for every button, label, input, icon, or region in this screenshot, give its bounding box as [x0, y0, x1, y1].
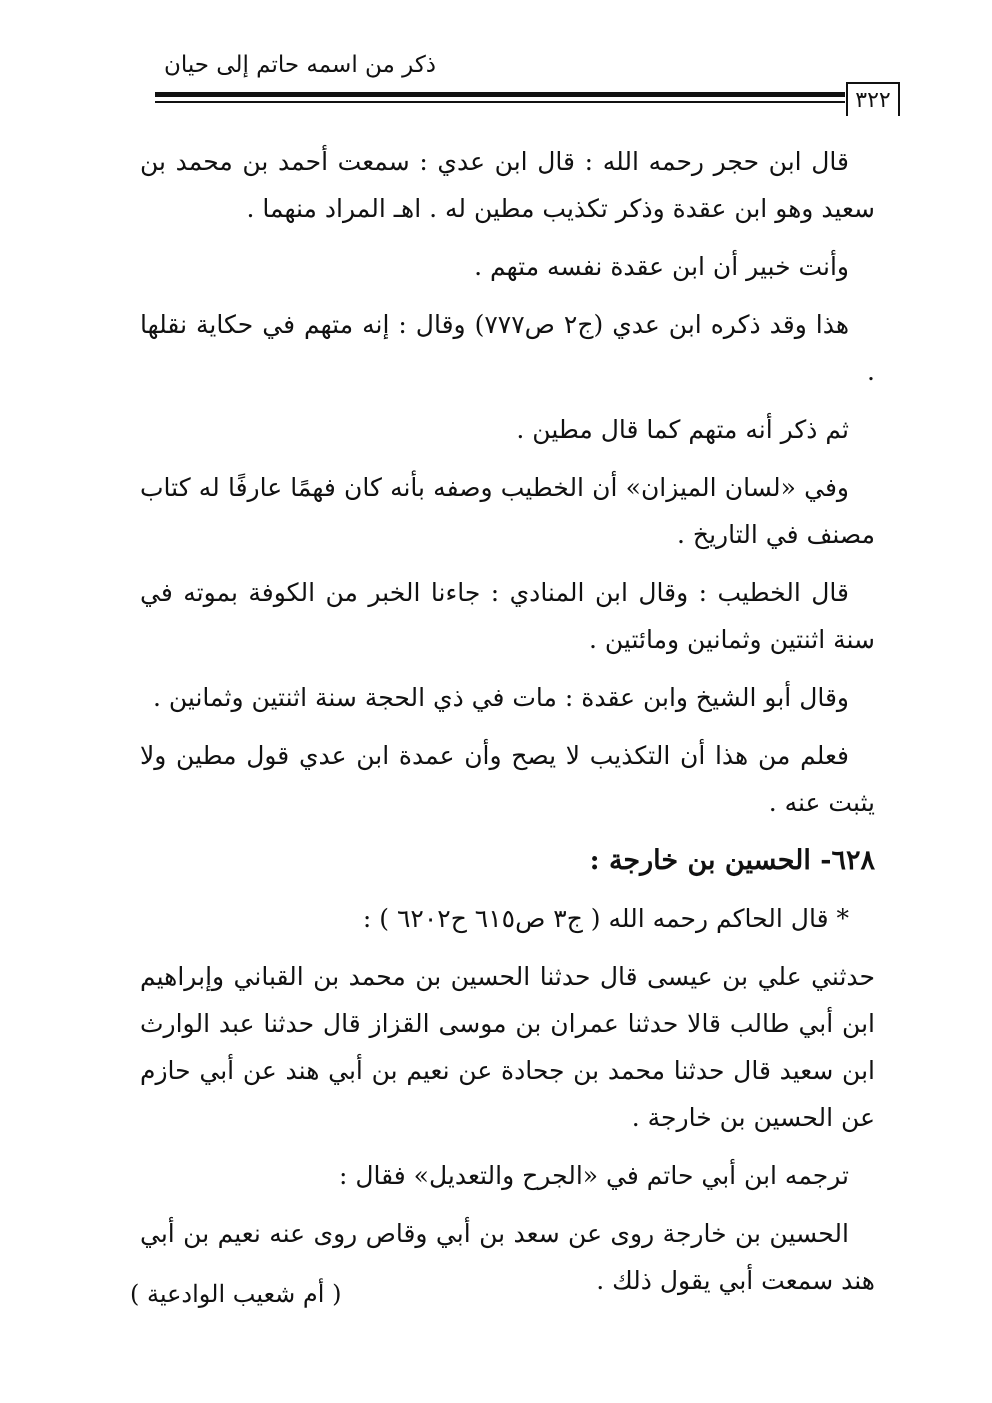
paragraph-conclusion: فعلم من هذا أن التكذيب لا يصح وأن عمدة ابن عدي قول مطين ولا يثبت عنه .	[140, 741, 875, 817]
entry-translation-text: الحسين بن خارجة روى عن سعد بن أبي وقاص روى عنه نعيم بن أبي هند سمعت أبي يقول ذلك .	[140, 1219, 875, 1295]
paragraph-abu-al-shaykh: وقال أبو الشيخ وابن عقدة : مات في ذي الحجة سنة اثنتين وثمانين .	[152, 683, 849, 712]
body-text	[140, 138, 875, 1315]
header-rule-thick	[155, 92, 845, 97]
paragraph-mutayyan: ثم ذكر أنه متهم كما قال مطين .	[516, 415, 849, 444]
author-signature: ( أم شعيب الوادعية )	[130, 1280, 342, 1308]
paragraph-ibn-hajar: قال ابن حجر رحمه الله : قال ابن عدي : سمعت أحمد بن محمد بن سعيد وهو ابن عقدة وذكر تكذيب مطين له . اهـ المراد منهما .	[140, 147, 875, 223]
entry-heading: ٦٢٨- الحسين بن خارجة :	[589, 845, 875, 876]
running-title: ذكر من اسمه حاتم إلى حيان	[163, 52, 437, 78]
paragraph-lisan-al-mizan: وفي «لسان الميزان» أن الخطيب وصفه بأنه كان فهمًا عارفًا له كتاب مصنف في التاريخ .	[140, 473, 875, 549]
entry-isnad: حدثني علي بن عيسى قال حدثنا الحسين بن محمد بن القباني وإبراهيم ابن أبي طالب قالا حدثنا عمران بن موسى القزاز قال حدثنا عبد الوارث ابن سعيد قال حدثنا محمد بن جحادة عن نعيم بن أبي هند عن أبي حازم عن الحسين بن خارجة .	[140, 962, 875, 1132]
entry-translation-intro: ترجمه ابن أبي حاتم في «الجرح والتعديل» فقال :	[338, 1161, 849, 1190]
entry-source-line: * قال الحاكم رحمه الله ( ج٣ ص٦١٥ ح٦٢٠٢ ) :	[362, 904, 849, 933]
paragraph-ibn-adi: هذا وقد ذكره ابن عدي (ج٢ ص٧٧٧) وقال : إنه متهم في حكاية نقلها .	[140, 310, 875, 386]
page-number: ٣٢٢	[846, 82, 900, 116]
paragraph-al-khatib: قال الخطيب : وقال ابن المنادي : جاءنا الخبر من الكوفة بموته في سنة اثنتين وثمانين ومائتين .	[140, 578, 875, 654]
paragraph-ibn-uqda-accused: وأنت خبير أن ابن عقدة نفسه متهم .	[474, 252, 849, 281]
header-rule-thin	[155, 101, 845, 103]
